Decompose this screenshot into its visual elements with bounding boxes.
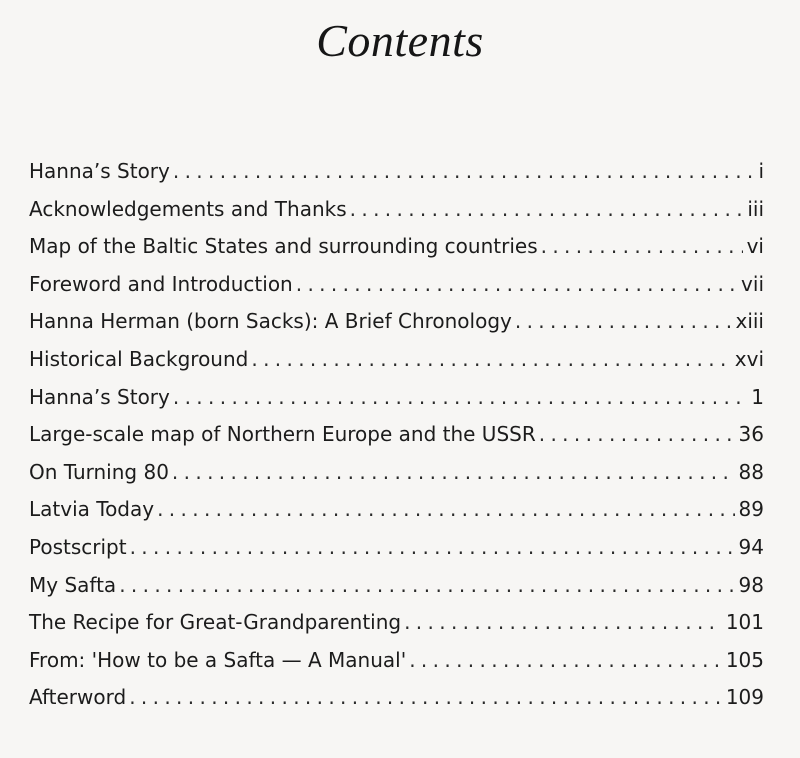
toc-entry-title: Afterword (29, 685, 127, 710)
toc-entry-title: The Recipe for Great-Grandparenting (29, 610, 402, 635)
toc-entry-title: Hanna’s Story (29, 384, 170, 409)
toc-entry-title: Acknowledgements and Thanks (29, 196, 347, 221)
toc-entry (29, 159, 764, 197)
toc-entry-title: Large-scale map of Northern Europe and the USSR (29, 422, 536, 447)
dot-leader (172, 460, 735, 484)
toc-entry-title: On Turning 80 (29, 459, 169, 484)
dot-leader (515, 309, 732, 333)
dot-leader (173, 385, 747, 409)
toc-entry-title: Hanna Herman (born Sacks): A Brief Chronology (29, 309, 512, 334)
toc-entry-title: Map of the Baltic States and surrounding countries (29, 234, 538, 259)
toc-entry-page: 89 (738, 497, 764, 522)
toc-entry-page: 109 (725, 685, 764, 710)
dot-leader (539, 422, 735, 446)
dot-leader (129, 685, 722, 709)
toc-entry (29, 573, 764, 611)
toc-entry (29, 497, 764, 535)
dot-leader (173, 159, 755, 183)
toc-entry-page: vi (746, 234, 764, 259)
toc-entry-page: iii (747, 196, 764, 221)
dot-leader (541, 234, 743, 258)
toc-entry-title: Foreword and Introduction (29, 271, 293, 296)
toc-entry-title: Postscript (29, 534, 127, 559)
toc-entry (29, 234, 764, 272)
toc-entry-title: Hanna’s Story (29, 159, 170, 183)
toc-entry-title: From: 'How to be a Safta — A Manual' (29, 647, 407, 672)
toc-entry (29, 309, 764, 347)
dot-leader (404, 610, 722, 634)
toc-entry-title: Historical Background (29, 346, 249, 371)
toc-entry (29, 460, 764, 498)
dot-leader (409, 648, 722, 672)
toc-entry-page: 88 (738, 459, 764, 484)
dot-leader (350, 197, 744, 221)
page-title: Contents (316, 15, 484, 66)
toc-entry (29, 610, 764, 648)
toc-entry-title: Latvia Today (29, 497, 155, 522)
dot-leader (251, 347, 730, 371)
toc-entry-page: 36 (738, 422, 764, 447)
toc-entry (29, 272, 764, 310)
toc-entry-page: 98 (738, 572, 764, 597)
toc-entry-page: xiii (735, 309, 764, 334)
toc-entry (29, 347, 764, 385)
toc-entry (29, 648, 764, 686)
toc-entry (29, 422, 764, 460)
toc-entry (29, 685, 764, 723)
dot-leader (119, 573, 734, 597)
toc-entry-page: 1 (751, 384, 764, 409)
toc-entry-page: i (758, 159, 764, 183)
toc-entry-page: xvi (734, 346, 764, 371)
dot-leader (157, 497, 734, 521)
toc-entry-page: 101 (725, 610, 764, 635)
toc-entry-title: My Safta (29, 572, 117, 597)
toc-entry-page: vii (741, 271, 764, 296)
toc-entry (29, 535, 764, 573)
dot-leader (296, 272, 737, 296)
table-of-contents (29, 159, 764, 723)
toc-entry (29, 385, 764, 423)
toc-entry-page: 94 (738, 534, 764, 559)
toc-entry-page: 105 (725, 647, 764, 672)
dot-leader (130, 535, 735, 559)
toc-entry (29, 197, 764, 235)
